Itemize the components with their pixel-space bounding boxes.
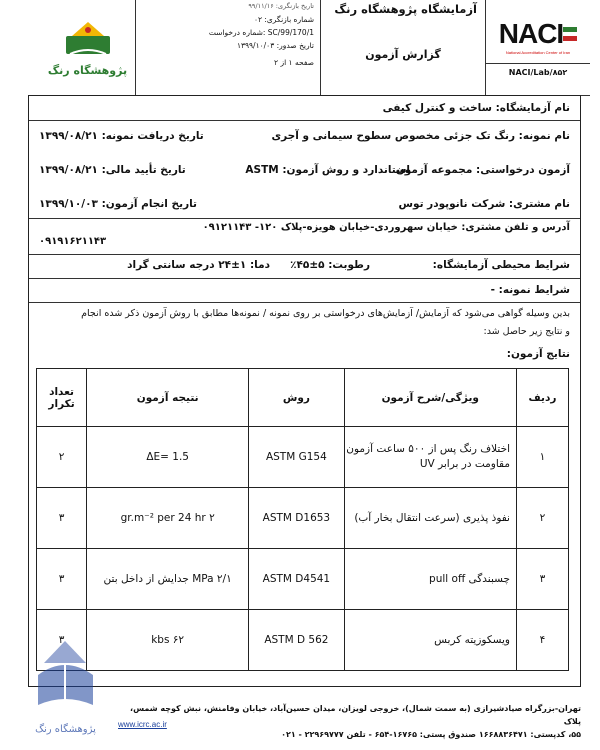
cell-method: ASTM D 562: [249, 610, 344, 671]
cell-repeats: ۲: [37, 427, 87, 488]
icrc-book-icon: [58, 18, 118, 60]
meta-request-number: SC/99/170/1 :شماره درخواست: [208, 28, 314, 37]
icrc-watermark-icon: [28, 635, 103, 720]
footer-address: [111, 702, 581, 741]
cell-row: ۲: [516, 488, 568, 549]
meta-page: صفحه ۱ از ۲: [274, 58, 314, 67]
divider: [29, 218, 580, 219]
customer-address: آدرس و تلفن مشتری: خیابان سهروردی-خیابان هویزه-پلاک ۱۲۰- ۰۹۱۲۱۱۴۳: [202, 222, 570, 233]
meta-revision-number: شماره بازنگری: ۰۲: [253, 15, 314, 24]
header-title-box: [320, 0, 485, 95]
footer-address-line-1: تهران-بزرگراه صیادشیرازی (به سمت شمال)، خروجی لویزان، میدان حسین‌آباد، خیابان وفامنش، نبش کوچه شمس، پلاک: [130, 704, 581, 726]
table-row: [37, 488, 569, 549]
sample-name: نام نمونه: رنگ تک جزئی مخصوص سطوح سیمانی و آجری: [271, 130, 570, 142]
cell-result: ΔE= 1.5: [87, 427, 249, 488]
website-link[interactable]: www.icrc.ac.ir: [118, 720, 167, 729]
lab-title: آزمایشگاه پژوهشگاه رنگ: [334, 2, 477, 16]
footer-address-line-2: ۵۵، کدپستی: ۱۶۶۸۸۳۶۴۷۱ صندوق پستی: ۱۶۷۶۵-۶۵۴ - تلفن ۲۲۹۶۹۷۷۷ - ۰۲۱: [281, 730, 581, 739]
cell-repeats: ۳: [37, 549, 87, 610]
finance-date: تاریخ تأیید مالی: ۱۳۹۹/۰۸/۲۱: [39, 164, 186, 176]
requested-test: آزمون درخواستی: مجموعه آزمون: [395, 164, 570, 176]
col-row: ردیف: [516, 369, 568, 427]
lab-name: نام آزمایشگاه: ساخت و کنترل کیفی: [382, 102, 570, 114]
temperature: دما: ۱±۲۴ درجه سانتی گراد: [127, 259, 270, 271]
naci-logo: [499, 18, 577, 50]
customer-name: نام مشتری: شرکت نانوپودر توس: [398, 198, 570, 210]
col-property: ویژگی/شرح آزمون: [344, 369, 516, 427]
divider: [29, 278, 580, 279]
sample-conditions: شرایط نمونه: -: [490, 284, 570, 296]
report-body: [28, 95, 581, 687]
icrc-logo-box: [40, 0, 135, 95]
cell-method: ASTM D1653: [249, 488, 344, 549]
divider: [29, 254, 580, 255]
cell-result: ۶۲ kbs: [87, 610, 249, 671]
cell-method: ASTM D4541: [249, 549, 344, 610]
report-title: گزارش آزمون: [365, 48, 441, 61]
cell-result: ۲ gr.m⁻² per 24 hr: [87, 488, 249, 549]
cell-property: نفوذ پذیری (سرعت انتقال بخار آب): [344, 488, 516, 549]
test-standard: استاندارد و روش آزمون: ASTM: [245, 164, 410, 176]
divider: [29, 120, 580, 121]
naci-subtitle: National Accreditation Center of Iran: [505, 50, 571, 55]
cell-method: ASTM G154: [249, 427, 344, 488]
table-row: [37, 427, 569, 488]
watermark-text: پژوهشگاه رنگ: [35, 724, 96, 735]
statement-line-2: و نتایج زیر حاصل شد:: [483, 326, 570, 337]
cell-repeats: ۳: [37, 488, 87, 549]
report-header: [40, 0, 590, 96]
cell-row: ۳: [516, 549, 568, 610]
naci-logo-box: [485, 0, 590, 95]
table-row: [37, 610, 569, 671]
table-row: [37, 549, 569, 610]
cell-property: ویسکوزیته کربس: [344, 610, 516, 671]
env-conditions-label: شرایط محیطی آزمایشگاه:: [432, 259, 570, 271]
certification-statement: [39, 305, 570, 341]
cell-property: چسبندگی pull off: [344, 549, 516, 610]
test-date: تاریخ انجام آزمون: ۱۳۹۹/۱۰/۰۳: [39, 198, 197, 210]
cell-row: ۴: [516, 610, 568, 671]
meta-revision-date: تاریخ بازنگری: ۹۹/۱۱/۱۶: [248, 2, 314, 10]
cell-row: ۱: [516, 427, 568, 488]
statement-line-1: بدین وسیله گواهی می‌شود که آزمایش/ آزمایش‌های درخواستی بر روی نمونه / نمونه‌ها مطابق با روش آزمون ذکر شده انجام: [81, 308, 570, 319]
icrc-logo-text: پژوهشگاه رنگ: [47, 64, 128, 77]
col-method: روش: [249, 369, 344, 427]
naci-lab-code: NACI/Lab/۸۵۲: [486, 63, 590, 77]
icrc-watermark-logo: [28, 635, 103, 745]
meta-issue-date: تاریخ صدور: ۱۳۹۹/۱۰/۰۳: [236, 41, 314, 50]
table-header-row: [37, 369, 569, 427]
naci-brand: NACI: [498, 18, 564, 49]
cell-repeats: ۳: [37, 610, 87, 671]
document-meta: [135, 0, 320, 95]
results-heading: نتایج آزمون:: [506, 348, 570, 360]
results-table: [36, 368, 569, 671]
report-footer: [28, 690, 581, 750]
humidity: رطوبت: ۵±۴۵٪: [290, 259, 370, 271]
col-result: نتیجه آزمون: [87, 369, 249, 427]
cell-result: ۲/۱ MPa جدایش از داخل بتن: [87, 549, 249, 610]
receive-date: تاریخ دریافت نمونه: ۱۳۹۹/۰۸/۲۱: [39, 130, 204, 142]
cell-property: اختلاف رنگ پس از ۵۰۰ ساعت آزمون مقاومت در برابر UV: [344, 427, 516, 488]
iran-flag-icon: [563, 27, 577, 41]
col-repeats: تعداد تکرار: [37, 369, 87, 427]
divider: [29, 302, 580, 303]
customer-phone: ۰۹۱۹۱۶۲۱۱۴۳: [39, 236, 107, 247]
